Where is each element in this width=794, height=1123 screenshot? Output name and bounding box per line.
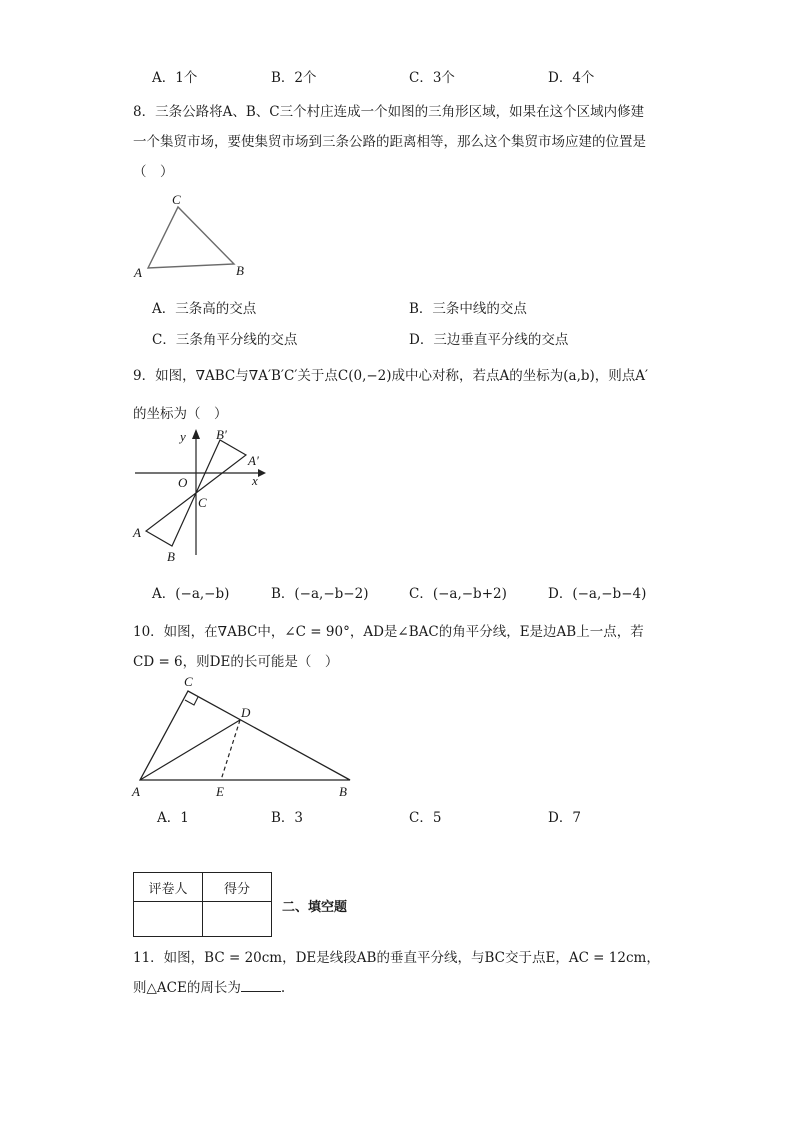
q10-text-line1: 10．如图，在∇ABC中，∠C = 90°，AD是∠BAC的角平分线，E是边AB上一点，若 [133,624,644,640]
q9-label-y: y [180,429,186,444]
score-table [133,872,272,937]
q9-label-c: C [198,495,207,510]
q8-option-a: A．三条高的交点 [152,301,257,317]
q8-triangle-figure [130,190,260,280]
q7-option-c: C．3个 [409,70,455,86]
score-table-cell-grader[interactable] [134,902,203,937]
q9-label-b: B [167,549,175,564]
q8-text-line1 [133,100,644,120]
q9-label-a-prime: A′ [248,453,259,468]
q10-label-e: E [216,784,224,799]
score-table-cell-score[interactable] [203,902,272,937]
q9-x-arrow-icon [258,469,266,477]
q8-label-c: C [172,192,181,207]
q10-option-a: A．1 [157,810,189,826]
q11-text-line2 [133,976,285,996]
q8-label-b: B [236,263,244,278]
q9-label-b-prime: B′ [216,427,227,442]
q11-text-after-blank: . [280,980,286,996]
q11-answer-blank[interactable] [241,977,281,992]
q10-option-c: C．5 [409,810,442,826]
q9-coordinate-figure [130,425,280,565]
q10-label-a: A [132,784,140,799]
q9-option-c: C．(−a,−b+2) [409,586,507,602]
q10-segment-ad [140,720,240,780]
q9-option-d: D．(−a,−b−4) [548,586,647,602]
q9-text-line1: 9．如图，∇ABC与∇A′B′C′关于点C(0,−2)成中心对称，若点A的坐标为(a,b)，则点A′ [133,368,649,384]
q9-option-b: B．(−a,−b−2) [271,586,369,602]
section-2-title: 二、填空题 [282,900,348,915]
score-table-header-score: 得分 [203,873,272,902]
q8-label-a: A [134,265,142,280]
q7-option-b: B．2个 [271,70,317,86]
q8-paren: （ ） [133,164,174,180]
q8-stem-1: 三条公路将A、B、C三个村庄连成一个如图的三角形区域，如果在这个区域内修建 [155,104,645,120]
q8-text-line2: 一个集贸市场，要使集贸市场到三条公路的距离相等，那么这个集贸市场应建的位置是 [133,134,646,150]
q9-option-a: A．(−a,−b) [152,586,230,602]
q8-option-c: C．三条角平分线的交点 [152,332,298,348]
q11-text-line1: 11．如图，BC = 20cm，DE是线段AB的垂直平分线，与BC交于点E，AC = 12cm， [133,950,660,966]
q10-right-angle-mark [185,697,198,705]
q10-label-b: B [339,784,347,799]
q10-label-d: D [241,705,251,720]
q9-label-a: A [133,525,141,540]
q9-text-line2: 的坐标为（ ） [133,406,228,422]
q8-triangle [148,207,234,268]
q10-triangle-figure [128,672,368,802]
q11-text-before-blank: 则△ACE的周长为 [133,980,241,996]
q8-option-d: D．三边垂直平分线的交点 [409,332,569,348]
q9-label-x: x [252,473,258,488]
q9-triangle-abc [146,493,196,546]
q10-option-d: D．7 [548,810,581,826]
q7-option-d: D．4个 [548,70,595,86]
q10-option-b: B．3 [271,810,304,826]
q10-label-c: C [184,674,193,689]
q10-text-line2: CD = 6，则DE的长可能是（ ） [133,654,339,670]
q7-option-a: A．1个 [152,70,198,86]
q8-number: 8． [133,104,156,120]
q8-option-b: B．三条中线的交点 [409,301,527,317]
q9-y-arrow-icon [192,429,200,439]
score-table-header-grader: 评卷人 [134,873,203,902]
q9-label-o: O [178,475,188,490]
q9-triangle-abc-prime [196,440,246,493]
